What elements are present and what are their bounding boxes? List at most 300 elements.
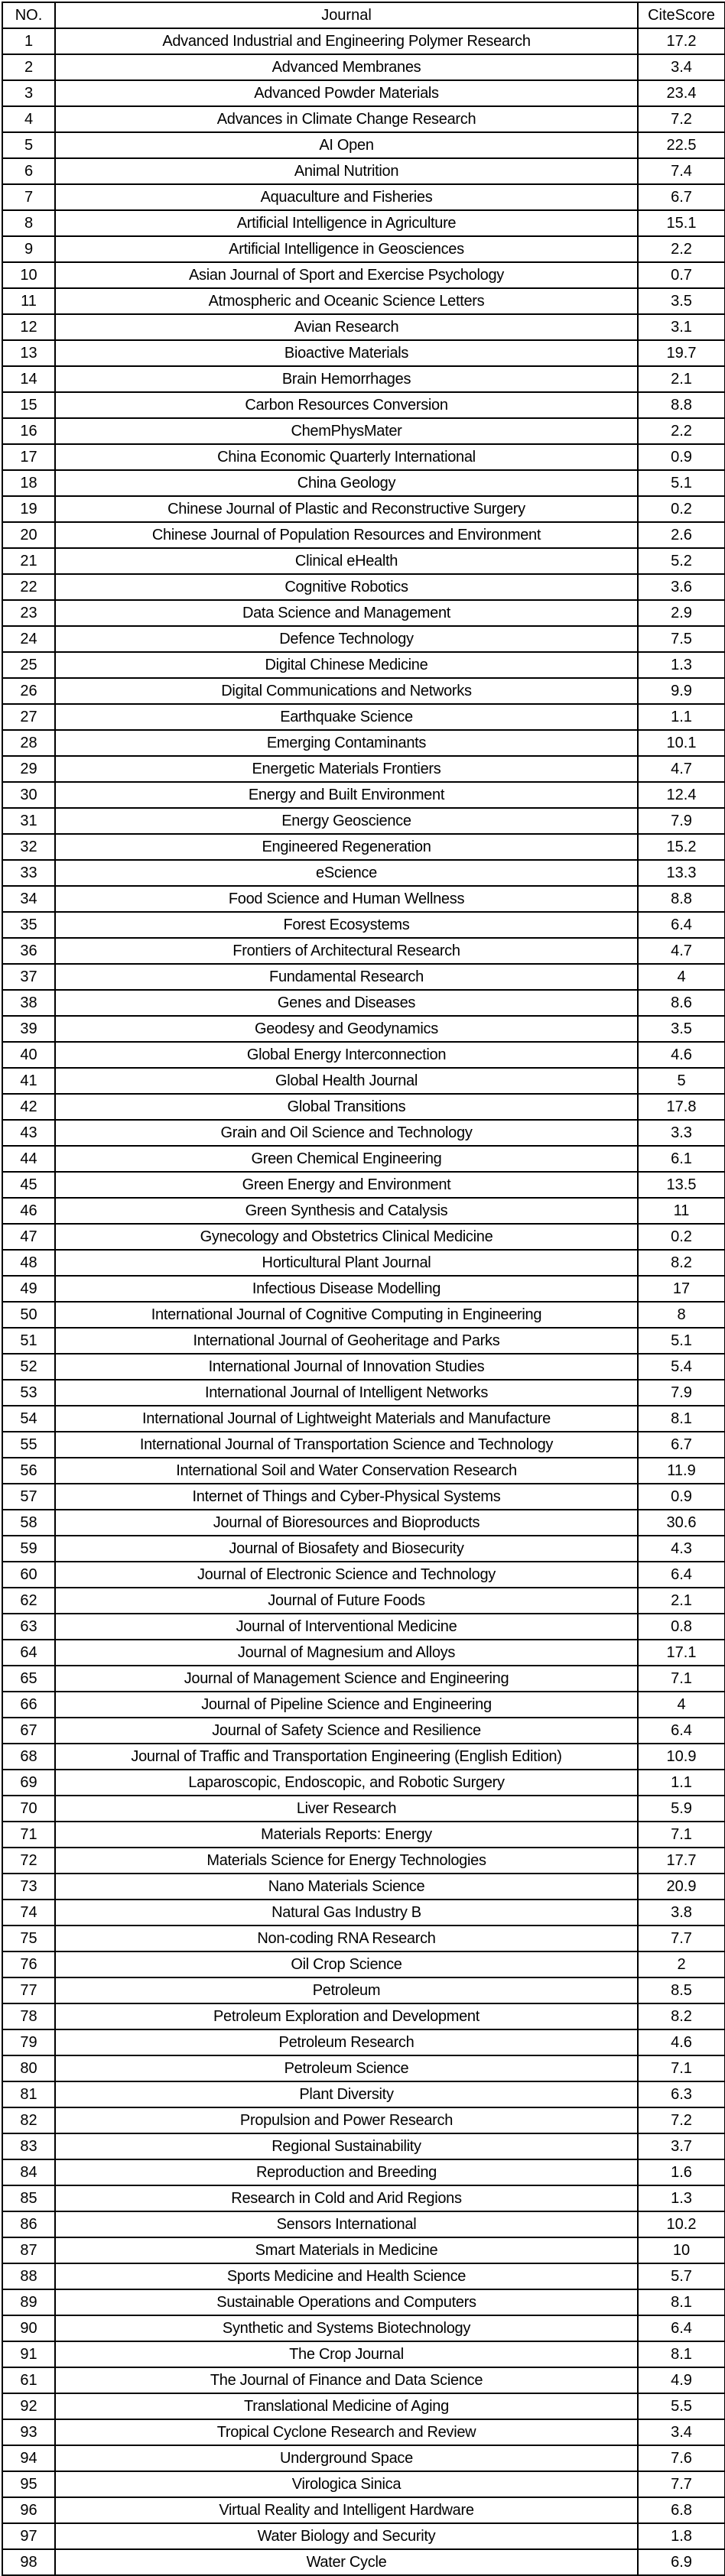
no-cell: 54 (2, 1406, 55, 1432)
table-row (2, 1640, 725, 1666)
table-row (2, 1172, 725, 1198)
journal-cell: Liver Research (55, 1796, 638, 1822)
table-row (2, 132, 725, 158)
no-cell: 3 (2, 80, 55, 106)
table-row (2, 1094, 725, 1120)
no-cell: 20 (2, 522, 55, 548)
citescore-cell: 13.5 (638, 1172, 725, 1198)
journal-cell: Bioactive Materials (55, 340, 638, 366)
no-cell: 97 (2, 2523, 55, 2549)
journal-cell: Sports Medicine and Health Science (55, 2263, 638, 2289)
citescore-cell: 8.2 (638, 1250, 725, 1276)
table-row (2, 1977, 725, 2003)
no-cell: 37 (2, 964, 55, 990)
citescore-cell: 6.4 (638, 2315, 725, 2341)
citescore-cell: 6.9 (638, 2549, 725, 2575)
table-row (2, 366, 725, 392)
citescore-cell: 6.4 (638, 1562, 725, 1588)
no-cell: 79 (2, 2029, 55, 2055)
citescore-cell: 17.7 (638, 1848, 725, 1874)
journal-cell: Infectious Disease Modelling (55, 1276, 638, 1302)
no-cell: 2 (2, 54, 55, 80)
table-row (2, 2159, 725, 2185)
journal-cell: Forest Ecosystems (55, 912, 638, 938)
table-row (2, 1951, 725, 1977)
citescore-cell: 6.1 (638, 1146, 725, 1172)
table-row (2, 2263, 725, 2289)
table-row (2, 1822, 725, 1848)
no-cell: 72 (2, 1848, 55, 1874)
citescore-cell: 5.2 (638, 548, 725, 574)
no-cell: 8 (2, 210, 55, 236)
journal-cell: Global Health Journal (55, 1068, 638, 1094)
journal-cell: Translational Medicine of Aging (55, 2393, 638, 2419)
no-cell: 59 (2, 1536, 55, 1562)
citescore-cell: 3.4 (638, 54, 725, 80)
no-cell: 84 (2, 2159, 55, 2185)
journal-citescore-table (2, 2, 725, 2576)
no-cell: 15 (2, 392, 55, 418)
journal-cell: Carbon Resources Conversion (55, 392, 638, 418)
journal-cell: Gynecology and Obstetrics Clinical Medicine (55, 1224, 638, 1250)
table-row (2, 2445, 725, 2471)
citescore-cell: 7.6 (638, 2445, 725, 2471)
citescore-cell: 1.8 (638, 2523, 725, 2549)
table-row (2, 288, 725, 314)
journal-cell: Oil Crop Science (55, 1951, 638, 1977)
no-cell: 74 (2, 1900, 55, 1926)
table-row (2, 418, 725, 444)
no-cell: 92 (2, 2393, 55, 2419)
journal-cell: Regional Sustainability (55, 2133, 638, 2159)
table-row (2, 1016, 725, 1042)
table-row (2, 1588, 725, 1614)
table-row (2, 2237, 725, 2263)
citescore-cell: 5.9 (638, 1796, 725, 1822)
table-row (2, 236, 725, 262)
citescore-cell: 3.1 (638, 314, 725, 340)
citescore-cell: 0.8 (638, 1614, 725, 1640)
citescore-cell: 7.1 (638, 1666, 725, 1692)
journal-cell: Journal of Biosafety and Biosecurity (55, 1536, 638, 1562)
citescore-cell: 2.9 (638, 600, 725, 626)
citescore-cell: 12.4 (638, 782, 725, 808)
no-cell: 86 (2, 2211, 55, 2237)
no-cell: 89 (2, 2289, 55, 2315)
no-cell: 83 (2, 2133, 55, 2159)
citescore-cell: 2.6 (638, 522, 725, 548)
journal-cell: Nano Materials Science (55, 1874, 638, 1900)
no-cell: 34 (2, 886, 55, 912)
journal-cell: Materials Reports: Energy (55, 1822, 638, 1848)
citescore-cell: 4.7 (638, 756, 725, 782)
journal-cell: Grain and Oil Science and Technology (55, 1120, 638, 1146)
journal-cell: China Geology (55, 470, 638, 496)
citescore-cell: 8.6 (638, 990, 725, 1016)
no-cell: 1 (2, 28, 55, 54)
citescore-cell: 3.8 (638, 1900, 725, 1926)
journal-cell: International Journal of Lightweight Materials and Manufacture (55, 1406, 638, 1432)
citescore-cell: 4.3 (638, 1536, 725, 1562)
table-row (2, 1796, 725, 1822)
journal-cell: Laparoscopic, Endoscopic, and Robotic Surgery (55, 1770, 638, 1796)
no-cell: 22 (2, 574, 55, 600)
no-cell: 88 (2, 2263, 55, 2289)
journal-cell: Earthquake Science (55, 704, 638, 730)
journal-cell: Journal of Safety Science and Resilience (55, 1718, 638, 1744)
no-cell: 31 (2, 808, 55, 834)
journal-cell: Petroleum Research (55, 2029, 638, 2055)
table-row (2, 1120, 725, 1146)
table-row (2, 1042, 725, 1068)
journal-cell: The Journal of Finance and Data Science (55, 2367, 638, 2393)
no-cell: 38 (2, 990, 55, 1016)
table-row (2, 2211, 725, 2237)
table-row (2, 886, 725, 912)
table-row (2, 1848, 725, 1874)
no-cell: 57 (2, 1484, 55, 1510)
journal-cell: Advanced Industrial and Engineering Polymer Research (55, 28, 638, 54)
table-row (2, 1146, 725, 1172)
journal-cell: Internet of Things and Cyber-Physical Systems (55, 1484, 638, 1510)
no-cell: 61 (2, 2367, 55, 2393)
no-cell: 53 (2, 1380, 55, 1406)
table-row (2, 2185, 725, 2211)
journal-cell: International Journal of Transportation Science and Technology (55, 1432, 638, 1458)
no-cell: 69 (2, 1770, 55, 1796)
no-cell: 41 (2, 1068, 55, 1094)
citescore-cell: 3.6 (638, 574, 725, 600)
no-cell: 85 (2, 2185, 55, 2211)
journal-cell: Cognitive Robotics (55, 574, 638, 600)
table-row (2, 1692, 725, 1718)
no-cell: 26 (2, 678, 55, 704)
citescore-cell: 1.1 (638, 1770, 725, 1796)
no-cell: 82 (2, 2107, 55, 2133)
citescore-cell: 3.5 (638, 288, 725, 314)
table-row (2, 340, 725, 366)
citescore-cell: 17.8 (638, 1094, 725, 1120)
table-row (2, 2289, 725, 2315)
no-cell: 45 (2, 1172, 55, 1198)
table-row (2, 626, 725, 652)
no-cell: 62 (2, 1588, 55, 1614)
table-row (2, 210, 725, 236)
journal-cell: Petroleum (55, 1977, 638, 2003)
citescore-cell: 23.4 (638, 80, 725, 106)
journal-cell: Energetic Materials Frontiers (55, 756, 638, 782)
citescore-cell: 8 (638, 1302, 725, 1328)
journal-cell: Engineered Regeneration (55, 834, 638, 860)
table-row (2, 1458, 725, 1484)
table-row (2, 1666, 725, 1692)
journal-cell: Digital Chinese Medicine (55, 652, 638, 678)
no-cell: 94 (2, 2445, 55, 2471)
citescore-cell: 2.1 (638, 366, 725, 392)
citescore-cell: 22.5 (638, 132, 725, 158)
no-cell: 50 (2, 1302, 55, 1328)
journal-cell: Synthetic and Systems Biotechnology (55, 2315, 638, 2341)
table-row (2, 2523, 725, 2549)
table-row (2, 1068, 725, 1094)
journal-cell: Geodesy and Geodynamics (55, 1016, 638, 1042)
table-row (2, 28, 725, 54)
no-cell: 32 (2, 834, 55, 860)
table-row (2, 678, 725, 704)
journal-cell: Food Science and Human Wellness (55, 886, 638, 912)
citescore-cell: 5 (638, 1068, 725, 1094)
citescore-cell: 9.9 (638, 678, 725, 704)
column-header-journal: Journal (55, 2, 638, 28)
header-row (2, 2, 725, 28)
table-row (2, 1614, 725, 1640)
table-row (2, 1328, 725, 1354)
citescore-cell: 8.2 (638, 2003, 725, 2029)
citescore-cell: 20.9 (638, 1874, 725, 1900)
no-cell: 25 (2, 652, 55, 678)
table-row (2, 1536, 725, 1562)
citescore-cell: 4.9 (638, 2367, 725, 2393)
no-cell: 98 (2, 2549, 55, 2575)
no-cell: 75 (2, 1926, 55, 1951)
citescore-cell: 1.6 (638, 2159, 725, 2185)
no-cell: 33 (2, 860, 55, 886)
table-row (2, 1198, 725, 1224)
journal-cell: Journal of Future Foods (55, 1588, 638, 1614)
no-cell: 95 (2, 2471, 55, 2497)
table-row (2, 1276, 725, 1302)
no-cell: 24 (2, 626, 55, 652)
citescore-cell: 15.1 (638, 210, 725, 236)
no-cell: 96 (2, 2497, 55, 2523)
column-header-citescore: CiteScore (638, 2, 725, 28)
table-row (2, 704, 725, 730)
citescore-cell: 6.4 (638, 912, 725, 938)
table-row (2, 730, 725, 756)
no-cell: 80 (2, 2055, 55, 2081)
journal-cell: Petroleum Science (55, 2055, 638, 2081)
no-cell: 21 (2, 548, 55, 574)
table-row (2, 1926, 725, 1951)
journal-cell: Green Synthesis and Catalysis (55, 1198, 638, 1224)
table-row (2, 80, 725, 106)
citescore-cell: 3.4 (638, 2419, 725, 2445)
journal-cell: Fundamental Research (55, 964, 638, 990)
no-cell: 90 (2, 2315, 55, 2341)
table-row (2, 1484, 725, 1510)
no-cell: 56 (2, 1458, 55, 1484)
table-row (2, 1406, 725, 1432)
no-cell: 30 (2, 782, 55, 808)
no-cell: 19 (2, 496, 55, 522)
journal-cell: Advances in Climate Change Research (55, 106, 638, 132)
journal-cell: Data Science and Management (55, 600, 638, 626)
journal-cell: Virtual Reality and Intelligent Hardware (55, 2497, 638, 2523)
journal-cell: Natural Gas Industry B (55, 1900, 638, 1926)
table-row (2, 2419, 725, 2445)
citescore-cell: 4 (638, 1692, 725, 1718)
no-cell: 58 (2, 1510, 55, 1536)
journal-cell: Energy Geoscience (55, 808, 638, 834)
journal-cell: Horticultural Plant Journal (55, 1250, 638, 1276)
citescore-cell: 8.1 (638, 1406, 725, 1432)
journal-cell: Advanced Powder Materials (55, 80, 638, 106)
journal-cell: Clinical eHealth (55, 548, 638, 574)
journal-cell: Chinese Journal of Population Resources and Environment (55, 522, 638, 548)
no-cell: 78 (2, 2003, 55, 2029)
no-cell: 65 (2, 1666, 55, 1692)
citescore-cell: 7.2 (638, 106, 725, 132)
no-cell: 23 (2, 600, 55, 626)
table-row (2, 2471, 725, 2497)
table-row (2, 756, 725, 782)
citescore-cell: 2 (638, 1951, 725, 1977)
table-row (2, 808, 725, 834)
journal-cell: Petroleum Exploration and Development (55, 2003, 638, 2029)
no-cell: 87 (2, 2237, 55, 2263)
citescore-cell: 1.3 (638, 652, 725, 678)
citescore-cell: 8.5 (638, 1977, 725, 2003)
no-cell: 67 (2, 1718, 55, 1744)
journal-cell: Aquaculture and Fisheries (55, 184, 638, 210)
no-cell: 35 (2, 912, 55, 938)
no-cell: 91 (2, 2341, 55, 2367)
table-row (2, 392, 725, 418)
table-row (2, 2393, 725, 2419)
citescore-cell: 5.5 (638, 2393, 725, 2419)
no-cell: 73 (2, 1874, 55, 1900)
journal-cell: Avian Research (55, 314, 638, 340)
journal-cell: Plant Diversity (55, 2081, 638, 2107)
table-row (2, 1900, 725, 1926)
journal-cell: Propulsion and Power Research (55, 2107, 638, 2133)
table-row (2, 54, 725, 80)
citescore-cell: 7.7 (638, 2471, 725, 2497)
table-row (2, 2081, 725, 2107)
no-cell: 6 (2, 158, 55, 184)
citescore-cell: 3.7 (638, 2133, 725, 2159)
citescore-cell: 6.3 (638, 2081, 725, 2107)
no-cell: 12 (2, 314, 55, 340)
journal-cell: Non-coding RNA Research (55, 1926, 638, 1951)
no-cell: 10 (2, 262, 55, 288)
citescore-cell: 4.7 (638, 938, 725, 964)
table-row (2, 2367, 725, 2393)
journal-cell: Global Transitions (55, 1094, 638, 1120)
table-row (2, 1380, 725, 1406)
table-row (2, 782, 725, 808)
journal-cell: Virologica Sinica (55, 2471, 638, 2497)
no-cell: 9 (2, 236, 55, 262)
citescore-cell: 4.6 (638, 2029, 725, 2055)
journal-cell: Brain Hemorrhages (55, 366, 638, 392)
table-row (2, 444, 725, 470)
table-row (2, 990, 725, 1016)
no-cell: 49 (2, 1276, 55, 1302)
journal-cell: Journal of Electronic Science and Technology (55, 1562, 638, 1588)
no-cell: 4 (2, 106, 55, 132)
table-row (2, 574, 725, 600)
citescore-cell: 0.2 (638, 1224, 725, 1250)
citescore-cell: 6.7 (638, 184, 725, 210)
no-cell: 76 (2, 1951, 55, 1977)
citescore-cell: 7.1 (638, 2055, 725, 2081)
journal-cell: Journal of Bioresources and Bioproducts (55, 1510, 638, 1536)
table-row (2, 1354, 725, 1380)
citescore-cell: 30.6 (638, 1510, 725, 1536)
citescore-cell: 10.9 (638, 1744, 725, 1770)
citescore-cell: 1.1 (638, 704, 725, 730)
table-row (2, 2133, 725, 2159)
no-cell: 48 (2, 1250, 55, 1276)
journal-cell: Advanced Membranes (55, 54, 638, 80)
journal-cell: Sensors International (55, 2211, 638, 2237)
table-row (2, 1224, 725, 1250)
table-row (2, 106, 725, 132)
citescore-cell: 2.1 (638, 1588, 725, 1614)
no-cell: 77 (2, 1977, 55, 2003)
table-row (2, 496, 725, 522)
table-row (2, 1302, 725, 1328)
journal-cell: Journal of Management Science and Engineering (55, 1666, 638, 1692)
table-row (2, 158, 725, 184)
no-cell: 17 (2, 444, 55, 470)
journal-table-body (2, 28, 725, 2575)
table-row (2, 1718, 725, 1744)
journal-cell: Asian Journal of Sport and Exercise Psychology (55, 262, 638, 288)
journal-cell: Artificial Intelligence in Geosciences (55, 236, 638, 262)
citescore-cell: 0.7 (638, 262, 725, 288)
citescore-cell: 2.2 (638, 418, 725, 444)
citescore-cell: 10 (638, 2237, 725, 2263)
citescore-cell: 6.7 (638, 1432, 725, 1458)
journal-cell: Journal of Pipeline Science and Engineering (55, 1692, 638, 1718)
journal-cell: Materials Science for Energy Technologies (55, 1848, 638, 1874)
journal-cell: International Journal of Intelligent Networks (55, 1380, 638, 1406)
table-row (2, 2055, 725, 2081)
no-cell: 55 (2, 1432, 55, 1458)
no-cell: 81 (2, 2081, 55, 2107)
journal-cell: Animal Nutrition (55, 158, 638, 184)
citescore-cell: 4 (638, 964, 725, 990)
no-cell: 7 (2, 184, 55, 210)
journal-cell: International Soil and Water Conservation Research (55, 1458, 638, 1484)
journal-cell: Green Energy and Environment (55, 1172, 638, 1198)
citescore-cell: 8.8 (638, 886, 725, 912)
table-row (2, 1874, 725, 1900)
journal-cell: Frontiers of Architectural Research (55, 938, 638, 964)
journal-cell: Digital Communications and Networks (55, 678, 638, 704)
table-row (2, 938, 725, 964)
citescore-cell: 8.8 (638, 392, 725, 418)
no-cell: 60 (2, 1562, 55, 1588)
table-row (2, 2549, 725, 2575)
table-row (2, 2003, 725, 2029)
journal-cell: Green Chemical Engineering (55, 1146, 638, 1172)
no-cell: 64 (2, 1640, 55, 1666)
table-row (2, 2497, 725, 2523)
citescore-cell: 7.1 (638, 1822, 725, 1848)
journal-cell: The Crop Journal (55, 2341, 638, 2367)
citescore-cell: 7.5 (638, 626, 725, 652)
citescore-cell: 17.1 (638, 1640, 725, 1666)
table-row (2, 548, 725, 574)
table-row (2, 1770, 725, 1796)
journal-cell: Chinese Journal of Plastic and Reconstructive Surgery (55, 496, 638, 522)
citescore-cell: 11.9 (638, 1458, 725, 1484)
journal-cell: Research in Cold and Arid Regions (55, 2185, 638, 2211)
no-cell: 42 (2, 1094, 55, 1120)
